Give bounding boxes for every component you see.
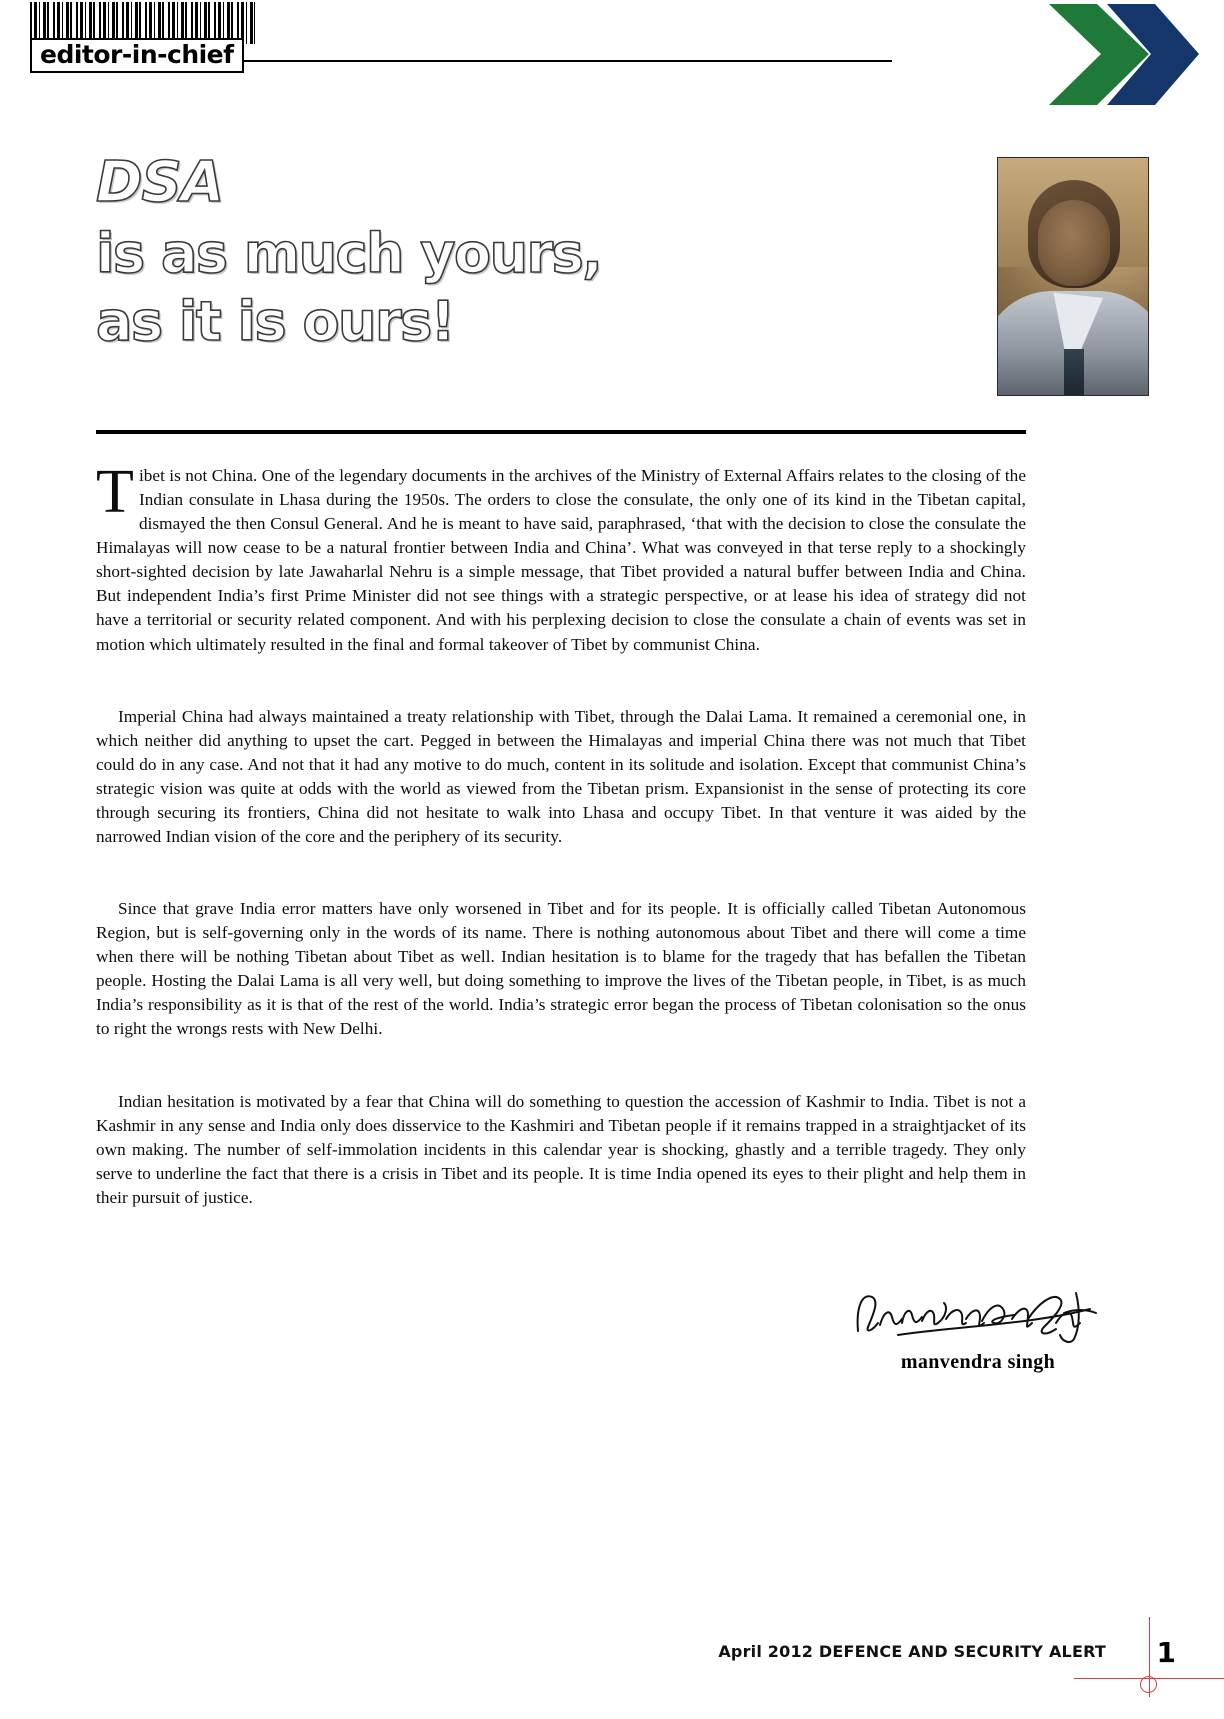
page-header bbox=[0, 0, 1224, 120]
portrait-face bbox=[1038, 200, 1110, 286]
author-portrait bbox=[997, 157, 1149, 396]
article-body bbox=[96, 458, 1026, 1258]
portrait-tie bbox=[1064, 349, 1084, 395]
handwritten-signature-icon bbox=[828, 1283, 1128, 1345]
issue-line: April 2012 DEFENCE AND SECURITY ALERT bbox=[718, 1642, 1106, 1661]
title-line-1: DSA bbox=[96, 150, 224, 215]
page-title bbox=[96, 150, 796, 353]
drop-cap: T bbox=[96, 458, 134, 526]
double-chevron-right-icon bbox=[1049, 2, 1199, 107]
page-footer bbox=[0, 1609, 1224, 1719]
title-line-3: as it is ours! bbox=[96, 290, 454, 353]
paragraph-2: Imperial China had always maintained a treaty relationship with Tibet, through the Dalai Lama. It remained a ceremonial one, in which neither did anything to upset the cart. Pegged in between the Himalayas and imperial China there was not much that Tibet could do in any case. And not that it had any motive to do much, content in its solitude and isolation. Except that communist China’s strategic vision was quite at odds with the world as viewed from the Tibetan prism. Expansionist in the sense of protecting its core through securing its frontiers, China did not hesitate to walk into Lhasa and occupy Tibet. In that venture it was aided by the narrowed Indian vision of the core and the periphery of its security. bbox=[96, 706, 1026, 847]
print-registration-mark-icon bbox=[1140, 1676, 1157, 1693]
title-body-divider bbox=[96, 430, 1026, 434]
paragraph-4: Indian hesitation is motivated by a fear that China will do something to question the accession of Kashmir to India. Tibet is not a Kashmir in any sense and India only does disservice to the Kashmiri and Tibetan people if it remains trapped in a straightjacket of its own making. The number of self-immolation incidents in this calendar year is shocking, ghastly and a terrible tragedy. They only serve to underline the fact that there is a crisis in Tibet and its people. It is time India opened its eyes to their plight and help them in their pursuit of justice. bbox=[96, 1091, 1026, 1207]
section-kicker: editor-in-chief bbox=[30, 38, 244, 73]
page-number: 1 bbox=[1156, 1636, 1176, 1669]
author-signature bbox=[828, 1283, 1128, 1374]
paragraph-1 bbox=[96, 458, 1026, 657]
paragraph-3: Since that grave India error matters have only worsened in Tibet and for its people. It is officially called Tibetan Autonomous Region, but is self-governing only in the words of its name. There is nothing autonomous about Tibet and there will come a time when there will be nothing Tibetan about Tibet as well. Indian hesitation is to blame for the tragedy that has befallen the Tibetan people. Hosting the Dalai Lama is all very well, but doing something to improve the lives of the Tibetan people, in Tibet, is as much India’s responsibility as it is that of the rest of the world. India’s strategic error began the process of Tibetan colonisation so the onus to right the wrongs rests with New Delhi. bbox=[96, 899, 1026, 1039]
paragraph-1-text: ibet is not China. One of the legendary documents in the archives of the Ministry of External Affairs relates to the closing of the Indian consulate in Lhasa during the 1950s. The orders to close the consulate, the only one of its kind in the Tibetan capital, dismayed the then Consul General. And he is meant to have said, paraphrased, ‘that with the decision to close the consulate the Himalayas will now cease to be a natural frontier between India and China’. What was conveyed in that terse reply to a shockingly short-sighted decision by late Jawaharlal Nehru is a simple message, that Tibet provided a natural buffer between India and China. But independent India’s first Prime Minister did not see things with a strategic perspective, or at lease his idea of strategy did not have a territorial or security related component. And with his perplexing decision to close the consulate a chain of events was set in motion which ultimately resulted in the final and formal takeover of Tibet by communist China. bbox=[96, 466, 1026, 654]
title-line-2: is as much yours, bbox=[96, 222, 602, 285]
header-divider bbox=[232, 60, 892, 62]
author-name: manvendra singh bbox=[900, 1351, 1056, 1373]
